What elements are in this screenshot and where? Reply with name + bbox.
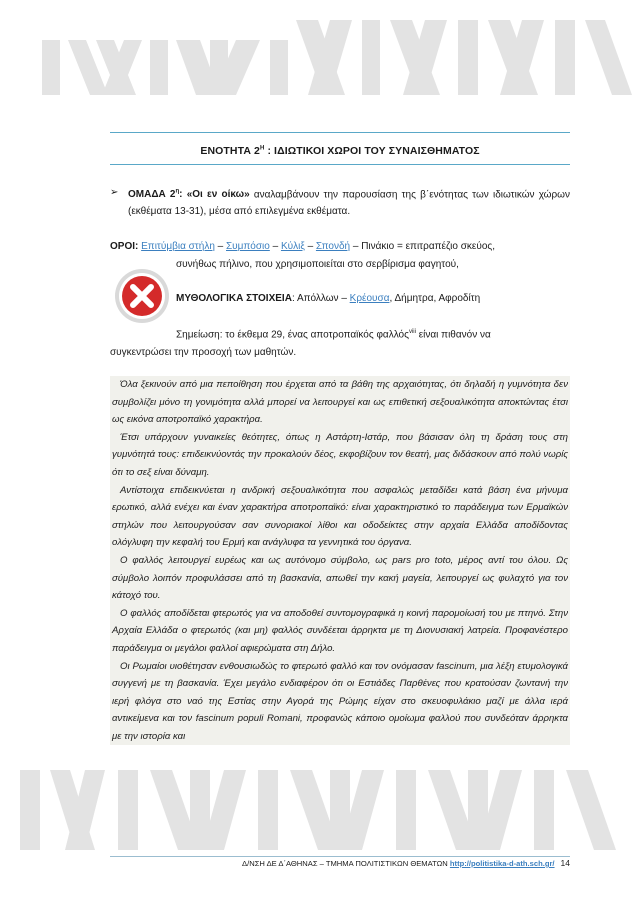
title-top-rule [110, 132, 570, 133]
body-text [110, 376, 570, 745]
paragraph: Ο φαλλός λειτουργεί ευρέως και ως αυτόνομο σύμβολο, ως pars pro toto, μέρος αντί του όλου. Ως σύμβολο λοιπόν προφυλάσσει από τη βασκανία, απωθεί την κακή μαγεία, λειτουργεί ως φυλαχτό για τον κάτοχό του. [112, 554, 568, 602]
note-line2: συγκεντρώσει την προσοχή των μαθητών. [110, 347, 297, 359]
note-section: Σημείωση: το έκθεμα 29, ένας αποτροπαϊκός φαλλός$^{viii}$ είναι πιθανόν να συγκεντρώσει την προσοχή των μαθητών. [110, 329, 491, 359]
header-decorative-banner [0, 0, 638, 95]
paragraph: Όλα ξεκινούν από μια πεποίθηση που έρχεται από τα βάθη της αρχαιότητας, ότι δηλαδή η γυμνότητα δεν συμβολίζει μόνο τη γονιμότητα αλλά μπορεί να λειτουργεί και ως επιθετική σεξουαλικότητα αποκτώντας έτσι ως εικόνα αποτροπαϊκό χαρακτήρα. [112, 379, 568, 426]
footer-link[interactable]: http://politistika-d-ath.sch.gr/ [449, 859, 555, 868]
paragraph: Οι Ρωμαίοι υιοθέτησαν ενθουσιωδώς το φτερωτό φαλλό και τον ονόμασαν fascinum, μια λέξη ετυμολογικά συγγενή με τη βασκανία. Έχει μεγάλο ενδιαφέρον ότι οι Εστιάδες Παρθένες που κρατούσαν ζωντανή την ιερή φλόγα στο ναό της Εστίας στην Αγορά της Ρώμης είχαν στο σκευοφυλάκιο μαζί με άλλα ιερά αντικείμενα και τον fascinum populi Romani, προφανώς κάποιο ομοίωμα φαλλού που συνδεόταν άρρηκτα με την ιστορία και [112, 660, 568, 742]
group-assignment [110, 184, 570, 220]
title-bottom-rule [110, 164, 570, 165]
group-label: ΟΜΑΔΑ $2^\eta$: «Οι εν οίκω» [128, 189, 250, 201]
terms-label: ΟΡΟΙ: [110, 241, 139, 252]
footer-decorative-banner [0, 770, 638, 870]
footer-rule [110, 856, 570, 857]
paragraph: Αντίστοιχα επιδεικνύεται η ανδρική σεξουαλικότητα που ασφαλώς μεταδίδει κατά βάση ένα μήνυμα ερωτικό, αλλά ενέχει και έναν χαρακτήρα αποτροπαϊκό: είναι χαρακτηριστικό το παράδειγμα των Ερμαϊκών στηλών που λειτουργούσαν σαν συνοριακοί λίθοι και οδοδείκτες στην αρχαία Ελλάδα αποδίδοντας ολόγλυφη την κεφαλή του Ερμή και ανάγλυφα τα γεννητικά του όργανα. [112, 484, 568, 549]
term-link-symposium[interactable]: Συμπόσιο [226, 241, 270, 252]
paragraph: Έτσι υπάρχουν γυναικείες θεότητες, όπως η Αστάρτη-Ιστάρ, που βάσισαν όλη τη δράση τους στη γυμνότητά τους: επιδεικνύοντάς την προκαλούν δέος, εκφοβίζουν τον θεατή, μας διδάσκουν από πολύ νωρίς ότι το σεξ είναι δύναμη. [112, 431, 568, 478]
mythology-link-creusa[interactable]: Κρέουσα [349, 293, 390, 304]
page-title: ΕΝΟΤΗΤΑ $2^H$ : ΙΔΙΩΤΙΚΟΙ ΧΩΡΟΙ ΤΟΥ ΣΥΝΑΙΣΘΗΜΑΤΟΣ [200, 145, 480, 157]
group-text: αναλαμβάνουν την παρουσίαση της β΄ενότητας των ιδιωτικών χώρων (εκθέματα 13-31), μέσα από επιλεγμένα εκθέματα. [128, 189, 570, 218]
arrow-bullet-icon: ➢ [110, 187, 119, 198]
terms-line2: συνήθως πήλινο, που χρησιμοποιείται στο σερβίρισμα φαγητού, [176, 259, 459, 270]
red-x-icon [114, 268, 170, 324]
term-link-funerary-stele[interactable]: Επιτύμβια στήλη [141, 241, 215, 252]
term-link-kylix[interactable]: Κύλιξ [280, 241, 305, 252]
terms-section: ΟΡΟΙ: Επιτύμβια στήλη – Συμπόσιο – Κύλιξ – Σπονδή – Πινάκιο = επιτραπέζιο σκεύος, συνήθως πήλινο, που χρησιμοποιείται στο σερβίρισμα φαγητού, [110, 238, 570, 274]
term-link-libation[interactable]: Σπονδή [315, 241, 351, 252]
paragraph: Ο φαλλός αποδίδεται φτερωτός για να αποδοθεί συντομογραφικά η κοινή παρομοίωσή του με πτηνό. Στην Αρχαία Ελλάδα ο φτερωτός (και μη) φαλλός συνδέεται άρρηκτα με τη Διονυσιακή λατρεία. Προφανέστερο παράδειγμα οι μεγάλοι φαλλοί αφιερώματα στη Δήλο. [112, 607, 568, 654]
page-number: 14 [560, 858, 570, 868]
mythology-line: ΜΥΘΟΛΟΓΙΚΑ ΣΤΟΙΧΕΙΑ: Απόλλων – Κρέουσα, Δήμητρα, Αφροδίτη [176, 293, 481, 304]
page-footer [110, 858, 570, 868]
terms-rest: – Πινάκιο = επιτραπέζιο σκεύος, [350, 241, 496, 252]
footer-text: Δ/ΝΣΗ ΔΕ Δ΄ΑΘΗΝΑΣ – ΤΜΗΜΑ ΠΟΛΙΤΙΣΤΙΚΩΝ ΘΕΜΑΤΩΝ [242, 859, 450, 868]
